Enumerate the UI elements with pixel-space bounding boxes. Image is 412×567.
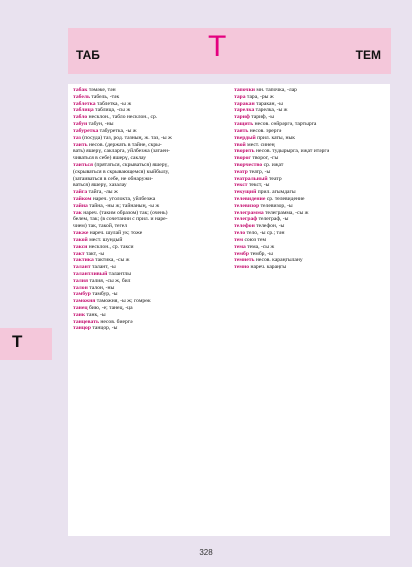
entry-definition: белем, так; (в сочетании с прил. и наре- <box>73 216 168 223</box>
entry-definition: ваться) яшерү, хазалау <box>73 182 127 189</box>
dictionary-entry <box>73 155 222 162</box>
dictionary-entry <box>234 107 383 114</box>
entry-definition: талантлы <box>107 270 131 277</box>
entry-definition: мест. шундый <box>87 236 123 243</box>
entry-definition: нареч. караңгы <box>249 264 287 271</box>
entry-headword: телефон <box>234 223 255 230</box>
entry-definition: несов. эрергә <box>248 127 282 134</box>
dictionary-entry <box>234 87 383 94</box>
dictionary-entry <box>234 121 383 128</box>
dictionary-entry <box>234 210 383 217</box>
entry-definition: тарелка, -ы ж <box>254 107 288 114</box>
entry-headword: танцевать <box>73 318 99 325</box>
entry-headword: талант <box>73 264 91 271</box>
entry-definition: телеграф, -ы <box>257 216 289 223</box>
entry-definition: театр <box>267 175 282 182</box>
dictionary-entry <box>234 142 383 149</box>
dictionary-entry <box>234 94 383 101</box>
entry-definition: прил. каты, нык <box>255 134 295 141</box>
dictionary-entry <box>73 176 222 183</box>
dictionary-entry <box>73 271 222 278</box>
entry-headword: также <box>73 230 89 237</box>
dictionary-entry <box>73 182 222 189</box>
dictionary-entry <box>73 257 222 264</box>
entry-definition: такт, -ы <box>84 250 105 257</box>
entry-headword: такси <box>73 243 88 250</box>
entry-headword: тариф <box>234 114 250 121</box>
entry-headword: такт <box>73 250 85 257</box>
entry-headword: танк <box>73 311 86 318</box>
dictionary-entry <box>234 203 383 210</box>
page-header <box>68 28 391 74</box>
entry-definition: таблетка, -ы ж <box>95 100 132 107</box>
entry-headword: табло <box>73 114 88 121</box>
entry-definition: нареч. шулай ук; тоже <box>88 230 143 237</box>
dictionary-entry <box>73 142 222 149</box>
entry-headword: тем <box>234 236 244 243</box>
dictionary-entry <box>73 135 222 142</box>
entry-headword: тайком <box>73 196 92 202</box>
entry-definition: телевизор, -ы <box>259 202 293 209</box>
entry-definition: несклон., табло несклон., ср. <box>87 114 158 121</box>
entry-headword: театральный <box>234 175 268 182</box>
entry-definition: тайга, -лы ж <box>87 189 118 196</box>
entry-definition: (посуда) таз, род. тазның, ж. таз, -ы ж <box>80 134 172 141</box>
dictionary-entry <box>73 325 222 332</box>
entry-headword: темно <box>234 264 250 271</box>
dictionary-entry <box>73 121 222 128</box>
entry-definition: таможня, -ы ж; гомрөк <box>95 298 151 305</box>
entry-headword: таможня <box>73 298 96 305</box>
dictionary-entry <box>73 264 222 271</box>
dictionary-entry <box>234 182 383 189</box>
dictionary-entry <box>234 230 383 237</box>
entry-headword: творить <box>234 148 255 155</box>
entry-definition: талия, -сы ж, бил <box>88 277 131 284</box>
entry-definition: табун, -ны <box>87 121 114 128</box>
entry-definition: табуретка, -ы ж <box>98 127 137 134</box>
entry-definition: прил. агымдагы <box>256 189 296 196</box>
dictionary-entry <box>73 101 222 108</box>
left-column <box>71 84 224 335</box>
entry-definition: ср. телевидение <box>265 196 305 202</box>
entry-headword: табун <box>73 121 88 128</box>
dictionary-entry <box>234 155 383 162</box>
right-column <box>232 84 385 274</box>
entry-definition: тәмәке, тән <box>87 87 116 93</box>
entry-headword: таиться <box>73 161 94 168</box>
entry-definition: тема, -сы ж <box>245 243 275 250</box>
entry-headword: танцор <box>73 325 91 332</box>
entry-definition: телеграмма, -сы ж <box>263 209 309 216</box>
dictionary-entry <box>234 223 383 230</box>
entry-definition: тариф, -ы <box>249 114 275 121</box>
entry-headword: тело <box>234 230 246 237</box>
dictionary-entry <box>234 101 383 108</box>
page-number: 328 <box>199 548 213 557</box>
entry-headword: таить <box>73 141 88 148</box>
dictionary-entry <box>234 237 383 244</box>
entry-headword: тамбур <box>73 291 91 298</box>
dictionary-entry <box>234 148 383 155</box>
entry-definition: ср. иҗат <box>262 161 284 168</box>
entry-definition: мн. тапочка, -лар <box>255 87 297 93</box>
entry-headword: творчество <box>234 161 263 168</box>
entry-headword: талантливый <box>73 270 108 277</box>
entry-definition: чиваться в себе) яшерү, саклау <box>73 155 147 162</box>
entry-definition: (затаиваться в себе, не обнаружи- <box>73 175 154 182</box>
entry-definition: несов. караңгылану <box>254 257 303 264</box>
entry-headword: табуретка <box>73 127 99 134</box>
entry-headword: таблица <box>73 107 94 114</box>
entry-definition: творог, -гы <box>250 155 279 162</box>
entry-definition: мест. синең <box>245 141 275 148</box>
entry-headword: такой <box>73 236 88 243</box>
entry-headword: текст <box>234 182 248 189</box>
entry-definition: тембр, -ы <box>248 250 273 257</box>
entry-headword: табак <box>73 87 88 93</box>
section-tab-letter: Т <box>12 332 23 351</box>
entry-definition: несов. сөйрәргә, тартырга <box>253 121 317 128</box>
dictionary-entry <box>73 251 222 258</box>
entry-definition: таракан, -ы <box>254 100 283 107</box>
entry-headword: танец <box>73 305 88 311</box>
dictionary-entry <box>73 148 222 155</box>
entry-definition: (скрываться в скрывающемся) кыйбылу, <box>73 168 170 175</box>
dictionary-entry <box>234 216 383 223</box>
dictionary-entry <box>234 257 383 264</box>
dictionary-entry <box>234 169 383 176</box>
entry-headword: таблетка <box>73 100 96 107</box>
entry-definition: театр, -ы <box>247 168 271 175</box>
entry-headword: текущий <box>234 189 257 196</box>
entry-headword: талон <box>73 284 88 291</box>
dictionary-entry <box>73 305 222 312</box>
entry-definition: тактика, -сы ж <box>93 257 130 264</box>
entry-definition: чием) так, такой, тегел <box>73 223 128 230</box>
header-first-word: ТАБ <box>76 48 100 62</box>
dictionary-entry <box>73 244 222 251</box>
section-thumb-tab <box>0 328 52 360</box>
entry-headword: тара <box>234 93 246 100</box>
entry-headword: таракан <box>234 100 255 107</box>
dictionary-entry <box>73 223 222 230</box>
dictionary-entry <box>73 203 222 210</box>
dictionary-entry <box>234 196 383 203</box>
entry-headword: тащить <box>234 121 254 128</box>
entry-headword: талия <box>73 277 89 284</box>
dictionary-entry <box>73 298 222 305</box>
entry-definition: бию, -е; танец, -ца <box>87 305 133 311</box>
entry-headword: твой <box>234 141 246 148</box>
header-letter: Т <box>208 30 227 63</box>
dictionary-entry <box>234 114 383 121</box>
dictionary-entry <box>73 107 222 114</box>
entry-headword: табель <box>73 93 90 100</box>
dictionary-entry <box>73 128 222 135</box>
entry-headword: так <box>73 209 82 216</box>
entry-headword: тактика <box>73 257 94 264</box>
dictionary-entry <box>234 162 383 169</box>
entry-definition: несов. биергә <box>98 318 133 325</box>
dictionary-entry <box>73 312 222 319</box>
entry-headword: телеграф <box>234 216 258 223</box>
dictionary-entry <box>73 291 222 298</box>
dictionary-entry <box>234 128 383 135</box>
dictionary-entry <box>73 237 222 244</box>
dictionary-entry <box>73 169 222 176</box>
dictionary-entry <box>73 87 222 94</box>
entry-definition: несклон., ср. такси <box>87 243 134 250</box>
dictionary-entry <box>73 278 222 285</box>
entry-definition: нареч. (таким образом) так; (очень) <box>81 209 168 216</box>
dictionary-entry <box>73 319 222 326</box>
dictionary-entry <box>73 189 222 196</box>
entry-definition: текст, -ы <box>247 182 270 189</box>
dictionary-entry <box>234 135 383 142</box>
entry-headword: телеграмма <box>234 209 264 216</box>
dictionary-entry <box>73 114 222 121</box>
entry-definition: тара, -ры ж <box>245 93 274 100</box>
dictionary-entry <box>73 210 222 217</box>
entry-definition: тайна, -ны ж; тайнаның, -ы ж <box>87 202 160 209</box>
entry-definition: тамбур, -ы <box>90 291 118 298</box>
entry-definition: нареч. уголокта, уйлбезжа <box>91 196 156 202</box>
entry-definition: талант, -ы <box>90 264 116 271</box>
dictionary-entry <box>234 189 383 196</box>
entry-headword: таять <box>234 127 249 134</box>
entry-definition: таблица, -сы ж <box>93 107 131 114</box>
entry-definition: союз тем <box>243 236 266 243</box>
entry-headword: творог <box>234 155 251 162</box>
entry-definition: вать) яшерү, сакларга, уйлбезжа (затаен- <box>73 148 170 155</box>
dictionary-panel <box>68 84 390 536</box>
header-last-word: ТЕМ <box>355 48 381 62</box>
entry-headword: тайга <box>73 189 88 196</box>
dictionary-entry <box>73 162 222 169</box>
entry-definition: несов. тудырырга, иҗат итәргә <box>254 148 330 155</box>
entry-headword: тембр <box>234 250 249 257</box>
dictionary-entry <box>73 216 222 223</box>
dictionary-entry <box>73 94 222 101</box>
dictionary-entry <box>73 230 222 237</box>
entry-headword: театр <box>234 168 248 175</box>
dictionary-entry <box>73 285 222 292</box>
entry-headword: тайна <box>73 202 88 209</box>
dictionary-entry <box>234 251 383 258</box>
entry-definition: талон, -ны <box>87 284 115 291</box>
entry-definition: тело, -ы ср.; тән <box>245 230 285 237</box>
dictionary-entry <box>234 176 383 183</box>
entry-headword: твердый <box>234 134 256 141</box>
entry-headword: тарелка <box>234 107 255 114</box>
dictionary-entry <box>73 196 222 203</box>
entry-headword: таз <box>73 134 81 141</box>
entry-definition: несов. (держать в тайне, скры- <box>87 141 162 148</box>
entry-headword: тапочки <box>234 87 256 93</box>
entry-headword: телевидение <box>234 196 266 202</box>
entry-definition: (прятаться, скрываться) яшерү, <box>93 161 169 168</box>
entry-headword: тема <box>234 243 246 250</box>
entry-definition: танк, -ы <box>85 311 106 318</box>
dictionary-entry <box>234 264 383 271</box>
entry-definition: табель, -тәк <box>89 93 120 100</box>
entry-definition: танцор, -ы <box>90 325 118 332</box>
dictionary-entry <box>234 244 383 251</box>
entry-headword: темнеть <box>234 257 255 264</box>
entry-definition: телефон, -ы <box>254 223 285 230</box>
entry-headword: телевизор <box>234 202 260 209</box>
